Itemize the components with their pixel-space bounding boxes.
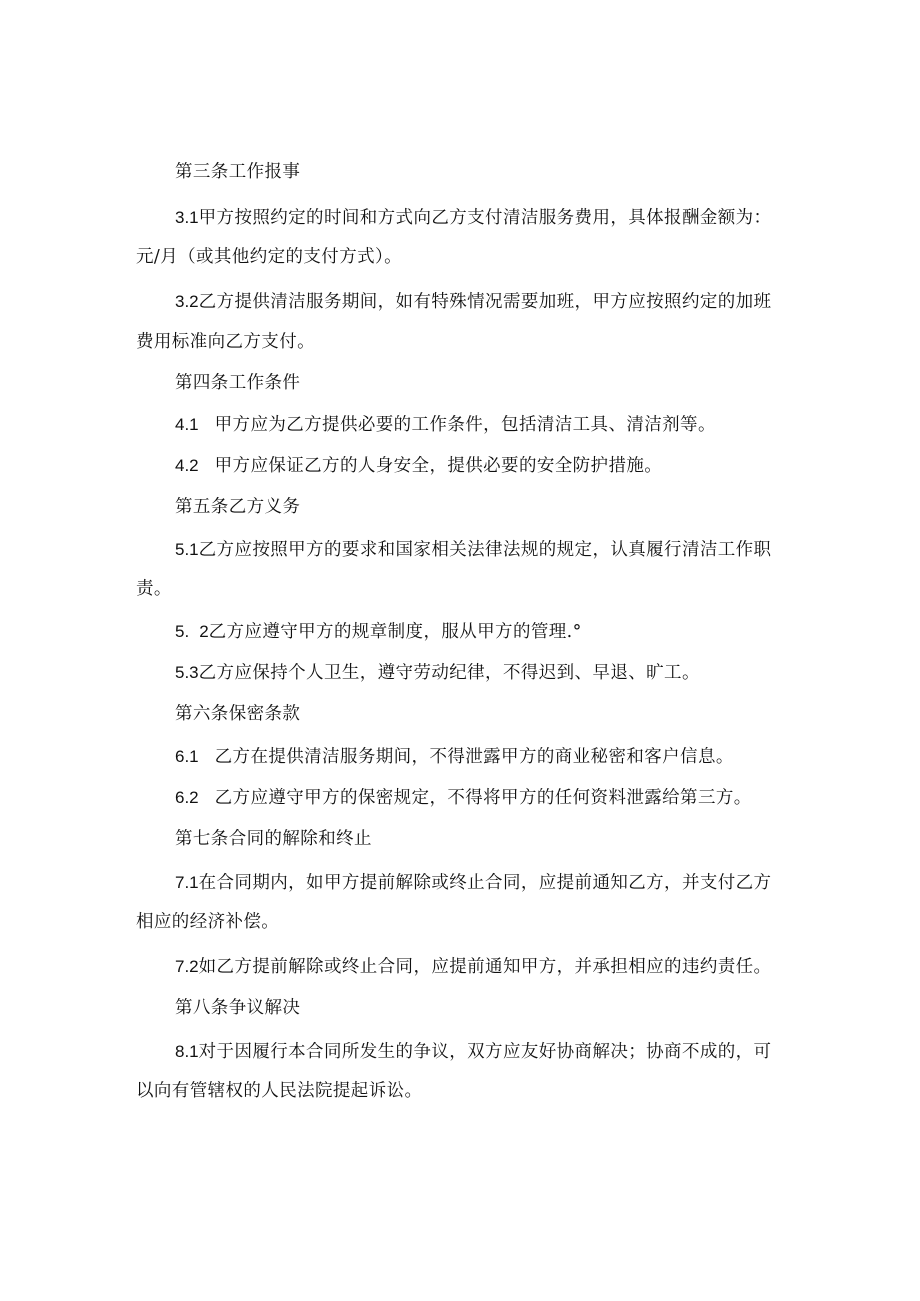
clause-7-2	[175, 955, 771, 979]
clause-3-1-line-1	[175, 206, 771, 230]
clause-8-1-line-1	[175, 1040, 771, 1064]
clause-8-1-line-2: 以向有管辖权的人民法院提起诉讼。	[136, 1081, 423, 1101]
clause-3-1-line-2: 元/月（或其他约定的支付方式）。	[136, 247, 403, 267]
clause-number: 4.2	[175, 456, 199, 475]
clause-number: 5.1	[175, 540, 199, 559]
clause-number: 5.3	[175, 663, 199, 682]
section-5-heading: 第五条乙方义务	[175, 497, 301, 517]
clause-text: 甲方应为乙方提供必要的工作条件，包括清洁工具、清洁剂等。	[214, 415, 716, 435]
section-3-heading: 第三条工作报事	[175, 162, 301, 182]
clause-number: 8.1	[175, 1042, 199, 1061]
clause-text: 乙方应按照甲方的要求和国家相关法律法规的规定，认真履行清洁工作职	[198, 540, 772, 560]
clause-text: 如乙方提前解除或终止合同，应提前通知甲方，并承担相应的违约责任。	[198, 957, 772, 977]
clause-text: 在合同期内，如甲方提前解除或终止合同，应提前通知乙方，并支付乙方	[198, 873, 772, 893]
clause-5-3	[175, 661, 700, 685]
section-8-heading: 第八条争议解决	[175, 998, 301, 1018]
clause-text: 乙方应遵守甲方的规章制度，服从甲方的管理.°	[208, 622, 582, 642]
clause-text: 乙方提供清洁服务期间，如有特殊情况需要加班，甲方应按照约定的加班	[198, 292, 772, 312]
clause-4-2	[175, 454, 662, 478]
clause-6-1	[175, 745, 734, 769]
section-4-heading: 第四条工作条件	[175, 373, 301, 393]
clause-5-2	[175, 620, 582, 644]
clause-number: 3.2	[175, 292, 199, 311]
clause-4-1	[175, 413, 716, 437]
clause-number: 5.	[175, 622, 190, 641]
clause-6-2	[175, 786, 752, 810]
clause-number: 3.1	[175, 208, 199, 227]
clause-text: 乙方在提供清洁服务期间，不得泄露甲方的商业秘密和客户信息。	[214, 747, 734, 767]
clause-5-1-line-2: 责。	[136, 579, 172, 599]
clause-7-1-line-1	[175, 871, 771, 895]
clause-number-part: 2	[199, 622, 209, 641]
clause-text: 乙方应保持个人卫生，遵守劳动纪律，不得迟到、早退、旷工。	[198, 663, 700, 683]
clause-text: 甲方应保证乙方的人身安全，提供必要的安全防护措施。	[214, 456, 663, 476]
clause-3-2-line-2: 费用标准向乙方支付。	[136, 332, 315, 352]
clause-text: 甲方按照约定的时间和方式向乙方支付清洁服务费用，具体报酬金额为：	[198, 208, 772, 228]
clause-text: 乙方应遵守甲方的保密规定，不得将甲方的任何资料泄露给第三方。	[214, 788, 752, 808]
section-6-heading: 第六条保密条款	[175, 704, 301, 724]
clause-text: 对于因履行本合同所发生的争议，双方应友好协商解决；协商不成的，可	[198, 1042, 772, 1062]
section-7-heading: 第七条合同的解除和终止	[175, 829, 372, 849]
clause-number: 7.2	[175, 957, 199, 976]
clause-number: 7.1	[175, 873, 199, 892]
clause-3-2-line-1	[175, 290, 771, 314]
clause-7-1-line-2: 相应的经济补偿。	[136, 912, 280, 932]
clause-5-1-line-1	[175, 538, 771, 562]
clause-number: 4.1	[175, 415, 199, 434]
clause-number: 6.1	[175, 747, 199, 766]
clause-number: 6.2	[175, 788, 199, 807]
